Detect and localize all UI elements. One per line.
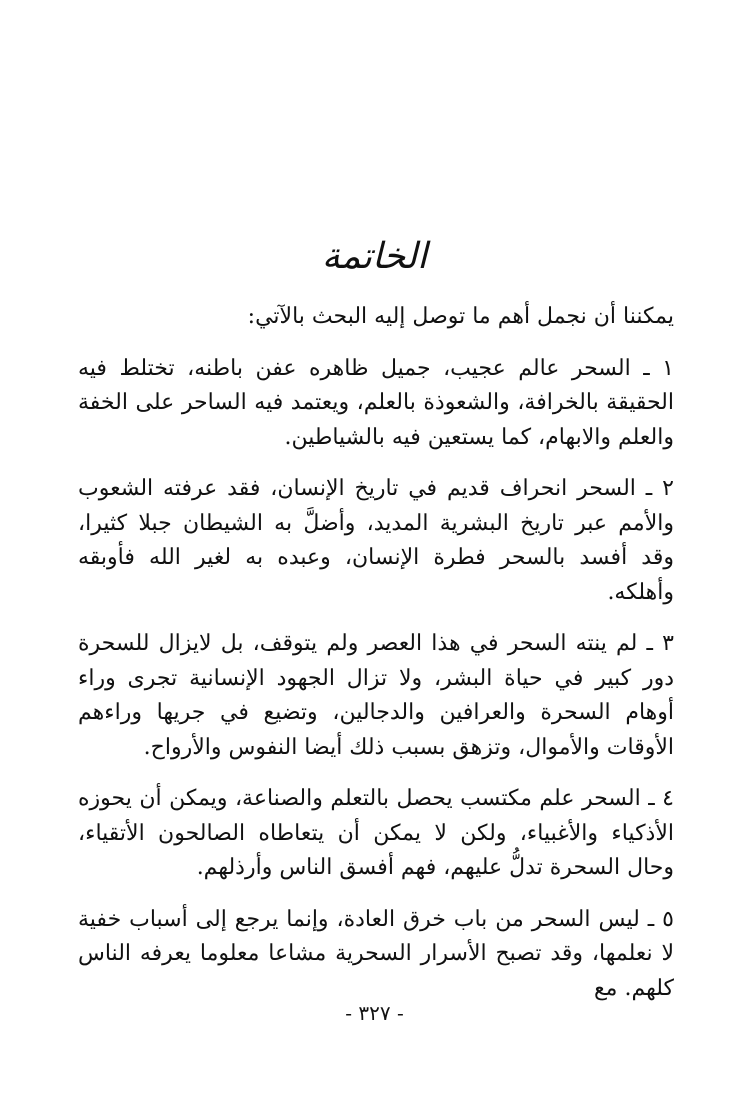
page-body (78, 300, 674, 1006)
conclusion-item-4: ٤ ـ السحر علم مكتسب يحصل بالتعلم والصناعة، ويمكن أن يحوزه الأذكياء والأغبياء، ولكن لا يمكن أن يتعاطاه الصالحون الأتقياء، وحال السحرة تدلُّ عليهم، فهم أفسق الناس وأرذلهم. (78, 786, 674, 880)
conclusion-item-1: ١ ـ السحر عالم عجيب، جميل ظاهره عفن باطنه، تختلط فيه الحقيقة بالخرافة، والشعوذة بالعلم، ويعتمد فيه الساحر على الخفة والعلم والابهام، كما يستعين فيه بالشياطين. (78, 355, 674, 450)
conclusion-item-2: ٢ ـ السحر انحراف قديم في تاريخ الإنسان، فقد عرفته الشعوب والأمم عبر تاريخ البشرية المديد، وأضلَّ به الشيطان جبلا كثيرا، وقد أفسد بالسحر فطرة الإنسان، وعبده به لغير الله فأوبقه وأهلكه. (78, 476, 674, 605)
conclusion-item-3: ٣ ـ لم ينته السحر في هذا العصر ولم يتوقف، بل لايزال للسحرة دور كبير في حياة البشر، ولا تزال الجهود الإنسانية تجرى وراء أوهام السحرة والعرافين والدجالين، وتضيع في جريها وراءهم الأوقات والأموال، وتزهق بسبب ذلك أيضا النفوس والأرواح. (78, 631, 674, 760)
intro-paragraph: يمكننا أن نجمل أهم ما توصل إليه البحث بالآتي: (247, 304, 674, 329)
chapter-title: الخاتمة (321, 236, 428, 277)
conclusion-item-5: ٥ ـ ليس السحر من باب خرق العادة، وإنما يرجع إلى أسباب خفية لا نعلمها، وقد تصبح الأسرار السحرية مشاعا معلوما يعرفه الناس كلهم. مع (78, 906, 674, 1001)
page-number: - ٣٢٧ - (345, 1001, 404, 1025)
